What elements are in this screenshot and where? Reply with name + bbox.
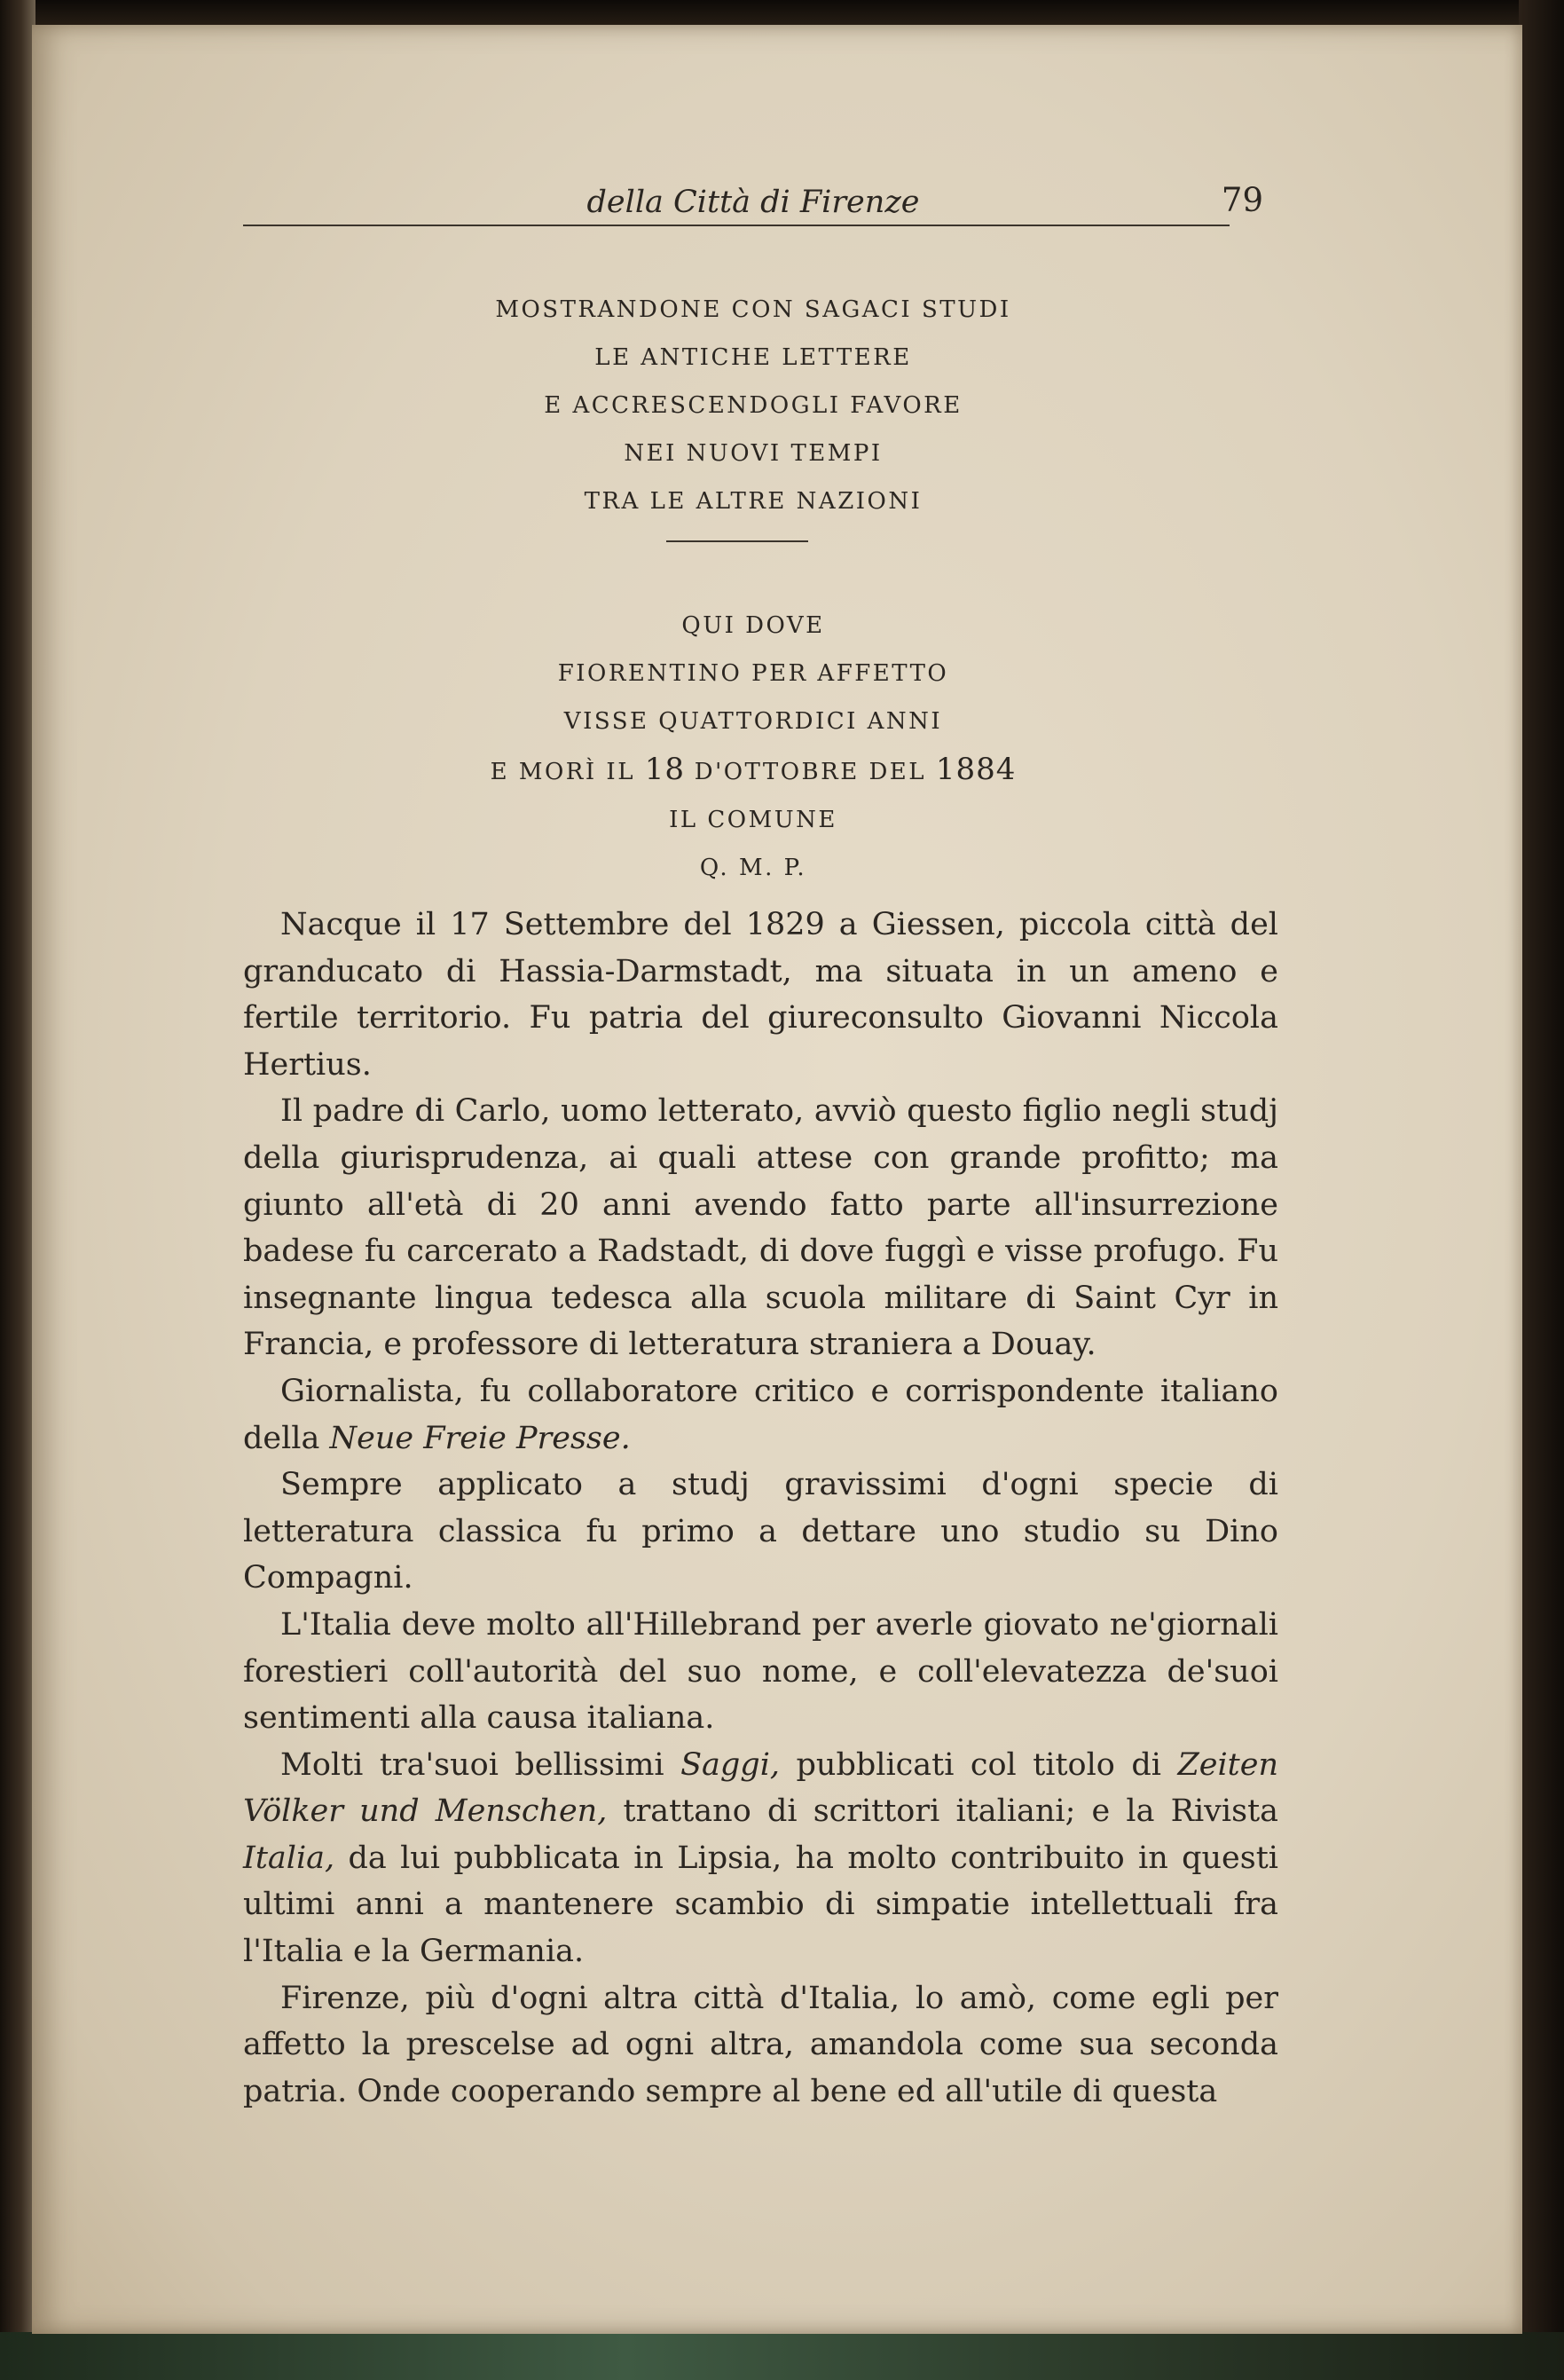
newspaper-title: Neue Freie Presse. bbox=[329, 1420, 631, 1456]
inscription-text: E MORÌ IL bbox=[490, 759, 645, 785]
page-header bbox=[243, 158, 1263, 229]
paragraph: L'Italia deve molto all'Hillebrand per averle giovato ne'giornali forestieri coll'autorità del suo nome, e coll'elevatezza de'suoi sentimenti alla causa italiana. bbox=[243, 1606, 1278, 1737]
inscription-bottom bbox=[243, 602, 1263, 892]
paragraph-text: Molti tra'suoi bellissimi bbox=[280, 1746, 681, 1783]
inscription-year: 1884 bbox=[935, 752, 1017, 787]
paragraph-text: trattano di scrittori italiani; e la Rivista bbox=[607, 1793, 1279, 1830]
inscription-line-death bbox=[243, 745, 1263, 796]
work-title: Saggi, bbox=[680, 1746, 781, 1783]
paragraph-text: da lui pubblicata in Lipsia, ha molto contribuito in questi ultimi anni a mantenere scambio di simpatie intellettuali fra l'Italia e la Germania. bbox=[243, 1840, 1278, 1970]
inscription-line: LE ANTICHE LETTERE bbox=[594, 344, 912, 371]
inscription-line: QUI DOVE bbox=[681, 612, 825, 639]
paragraph-text: Giornalista, fu collaboratore critico e corrispondente italiano della bbox=[243, 1373, 1278, 1456]
book-edge-bottom bbox=[0, 2332, 1564, 2380]
inscription-line: Q. M. P. bbox=[699, 855, 807, 881]
inscription-top bbox=[243, 286, 1263, 525]
inscription-day: 18 bbox=[644, 752, 685, 787]
inscription-divider bbox=[666, 540, 808, 542]
paragraph: Firenze, più d'ogni altra città d'Italia, lo amò, come egli per affetto la prescelse ad ogni altra, amandola come sua seconda patria. Onde cooperando sempre al bene ed all'utile di questa bbox=[243, 1980, 1278, 2109]
running-title: della Città di Firenze bbox=[586, 185, 920, 220]
paragraph bbox=[243, 1742, 1278, 1975]
work-title: Zeiten Völker und Menschen, bbox=[243, 1746, 1278, 1830]
inscription-line: VISSE QUATTORDICI ANNI bbox=[563, 708, 943, 735]
inscription-text: D'OTTOBRE DEL bbox=[684, 759, 936, 785]
book-page bbox=[32, 25, 1522, 2334]
inscription-line: E ACCRESCENDOGLI FAVORE bbox=[544, 392, 963, 419]
inscription-line: NEI NUOVI TEMPI bbox=[624, 440, 883, 467]
book-edge-right bbox=[1519, 0, 1564, 2380]
inscription-line: TRA LE ALTRE NAZIONI bbox=[584, 488, 923, 515]
paragraph: Nacque il 17 Settembre del 1829 a Giessen, piccola città del granducato di Hassia-Darmstadt, ma situata in un ameno e fertile territorio. Fu patria del giureconsulto Giovanni Niccola Hertius. bbox=[243, 907, 1278, 1083]
paragraph-text: pubblicati col titolo di bbox=[780, 1746, 1178, 1783]
paragraph: Sempre applicato a studj gravissimi d'ogni specie di letteratura classica fu primo a dettare uno studio su Dino Compagni. bbox=[243, 1467, 1278, 1596]
inscription-line: FIORENTINO PER AFFETTO bbox=[557, 660, 949, 687]
inscription-line: IL COMUNE bbox=[669, 807, 837, 833]
book-spine-edge bbox=[0, 0, 35, 2380]
work-title: Italia, bbox=[243, 1840, 335, 1876]
body-text bbox=[243, 902, 1278, 2115]
page-number: 79 bbox=[1221, 181, 1263, 219]
paragraph: Il padre di Carlo, uomo letterato, avviò questo figlio negli studj della giurisprudenza, ai quali attese con grande profitto; ma giunto all'età di 20 anni avendo fatto parte all'insurrezione badese fu carcerato a Radstadt, di dove fuggì e visse profugo. Fu insegnante lingua tedesca alla scuola militare di Saint Cyr in Francia, e professore di letteratura straniera a Douay. bbox=[243, 1093, 1278, 1363]
header-rule bbox=[243, 225, 1230, 226]
inscription-line: MOSTRANDONE CON SAGACI STUDI bbox=[495, 296, 1011, 323]
paragraph bbox=[243, 1368, 1278, 1462]
